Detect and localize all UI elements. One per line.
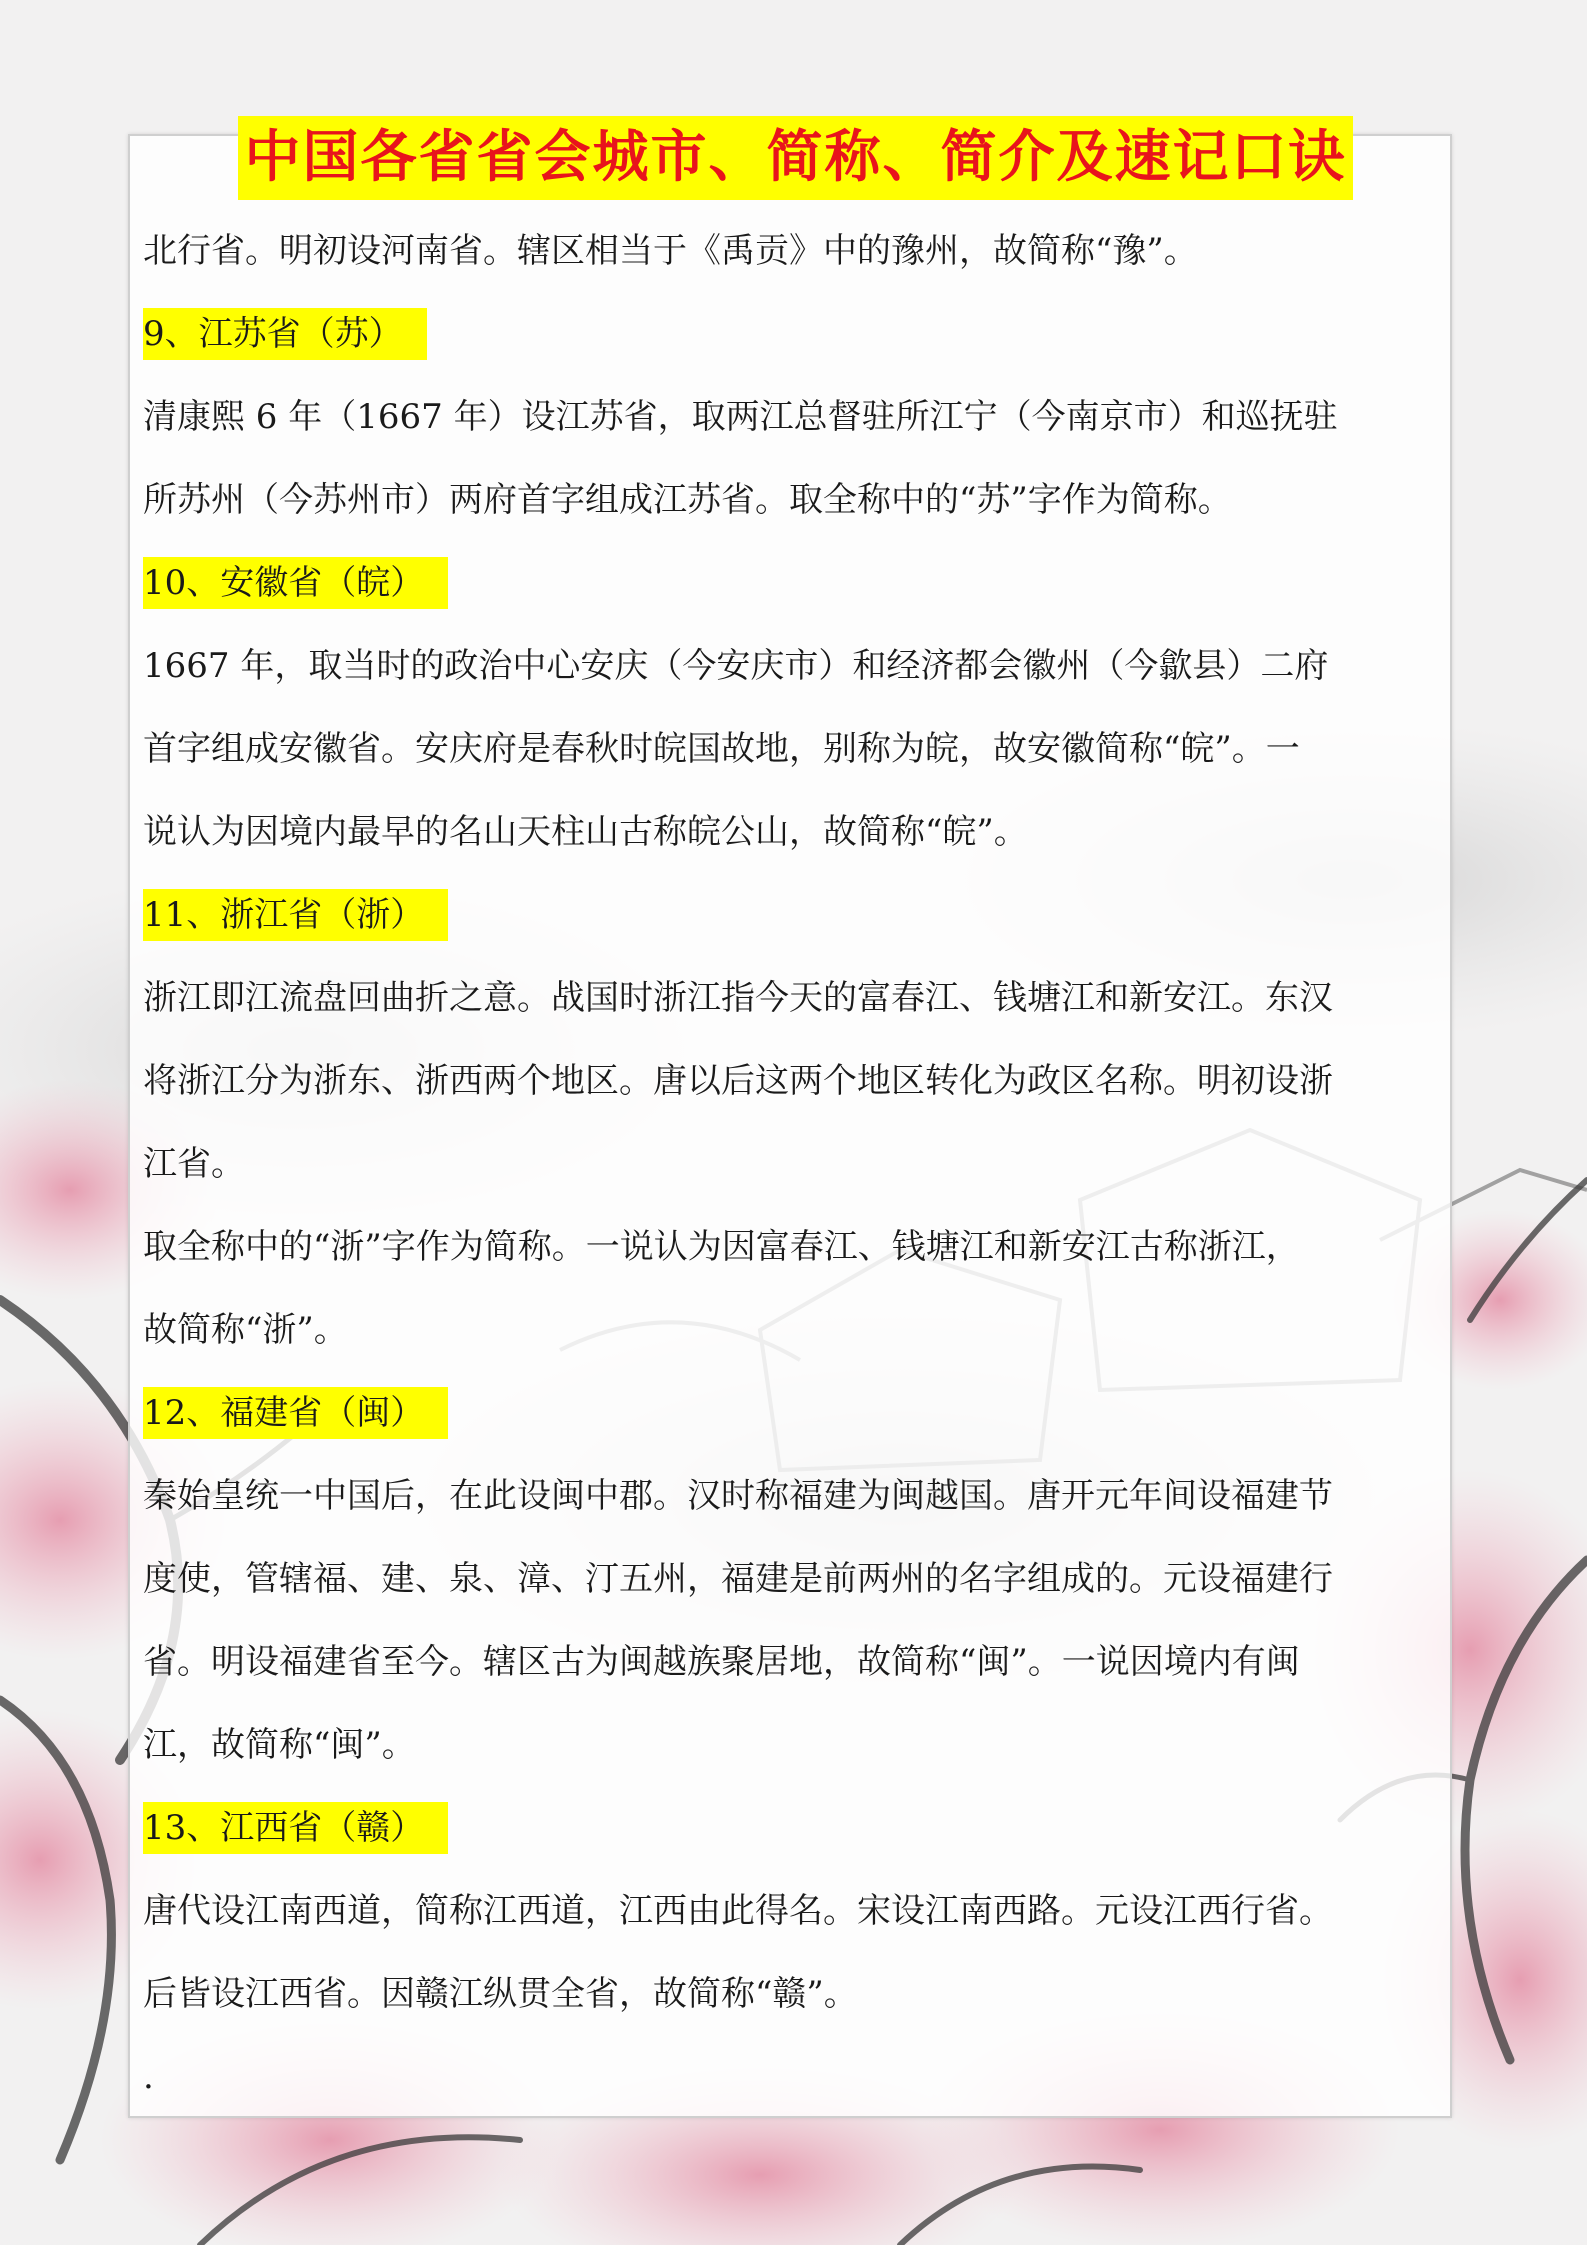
paragraph-line: 唐代设江南西道，简称江西道，江西由此得名。宋设江南西路。元设江西行省。 — [143, 1891, 1333, 1931]
paragraph-line: 北行省。明初设河南省。辖区相当于《禹贡》中的豫州，故简称“豫”。 — [143, 231, 1198, 271]
page-title: 中国各省省会城市、简称、简介及速记口诀 — [238, 116, 1353, 200]
paragraph-line: 江，故简称“闽”。 — [143, 1725, 416, 1765]
heading-text: 11、浙江省（浙） — [143, 889, 448, 941]
paragraph-line: 将浙江分为浙东、浙西两个地区。唐以后这两个地区转化为政区名称。明初设浙 — [143, 1061, 1333, 1101]
section-heading-fujian — [143, 1372, 1443, 1455]
paragraph-line: 省。明设福建省至今。辖区古为闽越族聚居地，故简称“闽”。一说因境内有闽 — [143, 1642, 1300, 1682]
heading-text: 13、江西省（赣） — [143, 1802, 448, 1854]
article-body — [143, 210, 1443, 2119]
end-dot: . — [143, 2057, 154, 2097]
section-heading-jiangsu — [143, 293, 1443, 376]
section-heading-anhui — [143, 542, 1443, 625]
paragraph-line: 故简称“浙”。 — [143, 1310, 348, 1350]
section-heading-zhejiang — [143, 874, 1443, 957]
paragraph-line: 度使，管辖福、建、泉、漳、汀五州，福建是前两州的名字组成的。元设福建行 — [143, 1559, 1333, 1599]
paragraph-line: 浙江即江流盘回曲折之意。战国时浙江指今天的富春江、钱塘江和新安江。东汉 — [143, 978, 1333, 1018]
section-heading-jiangxi — [143, 1787, 1443, 1870]
paragraph-line: 清康熙 6 年（1667 年）设江苏省，取两江总督驻所江宁（今南京市）和巡抚驻 — [143, 397, 1338, 437]
paragraph-line: 说认为因境内最早的名山天柱山古称皖公山，故简称“皖”。 — [143, 812, 1028, 852]
paragraph-line: 秦始皇统一中国后，在此设闽中郡。汉时称福建为闽越国。唐开元年间设福建节 — [143, 1476, 1333, 1516]
paragraph-line: 1667 年，取当时的政治中心安庆（今安庆市）和经济都会徽州（今歙县）二府 — [143, 646, 1329, 686]
paragraph-line: 江省。 — [143, 1144, 245, 1184]
heading-text: 12、福建省（闽） — [143, 1387, 448, 1439]
heading-text: 10、安徽省（皖） — [143, 557, 448, 609]
paragraph-line: 取全称中的“浙”字作为简称。一说认为因富春江、钱塘江和新安江古称浙江， — [143, 1227, 1300, 1267]
paragraph-line: 后皆设江西省。因赣江纵贯全省，故简称“赣”。 — [143, 1974, 858, 2014]
paragraph-line: 首字组成安徽省。安庆府是春秋时皖国故地，别称为皖，故安徽简称“皖”。一 — [143, 729, 1300, 769]
paragraph-line: 所苏州（今苏州市）两府首字组成江苏省。取全称中的“苏”字作为简称。 — [143, 480, 1232, 520]
heading-text: 9、江苏省（苏） — [143, 308, 427, 360]
